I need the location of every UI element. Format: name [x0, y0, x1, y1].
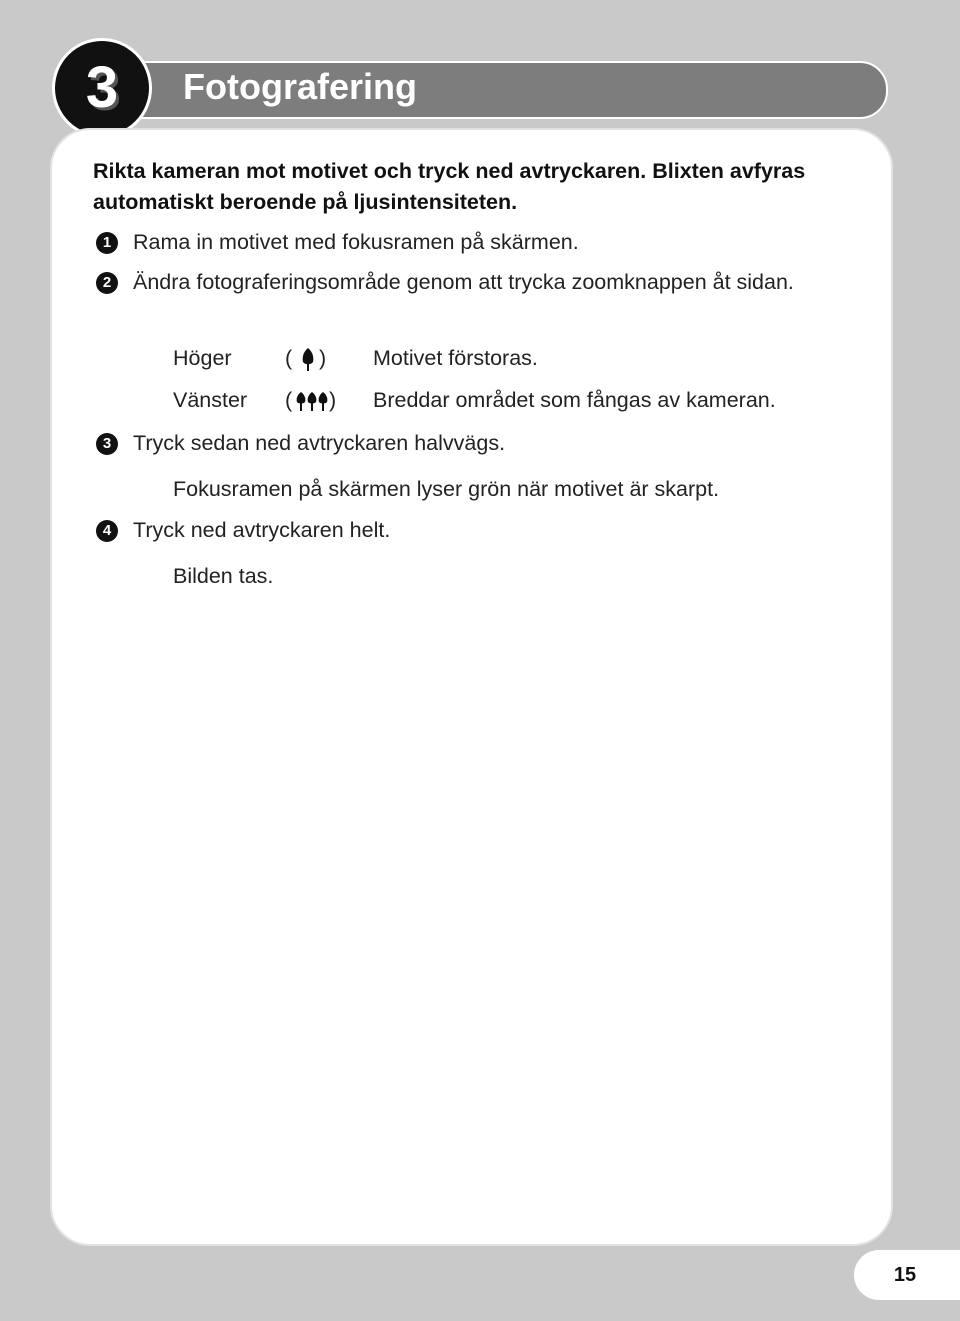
- zoom-left-paren-close: ): [329, 388, 337, 412]
- chapter-number: 3: [85, 55, 119, 120]
- page-number: 15: [893, 1264, 917, 1286]
- step-4-note: Bilden tas.: [173, 564, 274, 588]
- zoom-left-description: Breddar området som fångas av kameran.: [373, 388, 776, 412]
- wide-angle-three-trees-icon: [295, 391, 329, 413]
- step-4-text: Tryck ned avtryckaren helt.: [133, 518, 391, 542]
- zoom-right-description: Motivet förstoras.: [373, 346, 538, 370]
- chapter-title: Fotografering: [183, 66, 417, 107]
- zoom-left-paren-open: (: [285, 388, 293, 412]
- step-4-badge: 4: [96, 520, 118, 542]
- step-3-text: Tryck sedan ned avtryckaren halvvägs.: [133, 431, 506, 455]
- step-1-badge: 1: [96, 232, 118, 254]
- zoom-right-label: Höger: [173, 346, 232, 370]
- step-2-badge: 2: [96, 272, 118, 294]
- telephoto-single-tree-icon: [297, 347, 319, 373]
- step-2-text: Ändra fotograferingsområde genom att trycka zoomknappen åt sidan.: [133, 270, 794, 294]
- step-3-badge: 3: [96, 433, 118, 455]
- intro-text: Rikta kameran mot motivet och tryck ned avtryckaren. Blixten avfyras automatiskt beroende på ljusintensiteten.: [93, 159, 806, 214]
- step-1-text: Rama in motivet med fokusramen på skärmen.: [133, 230, 579, 254]
- step-3-note: Fokusramen på skärmen lyser grön när motivet är skarpt.: [173, 477, 720, 501]
- zoom-right-paren-close: ): [319, 346, 327, 370]
- zoom-left-label: Vänster: [173, 388, 248, 412]
- zoom-right-paren-open: (: [285, 346, 293, 370]
